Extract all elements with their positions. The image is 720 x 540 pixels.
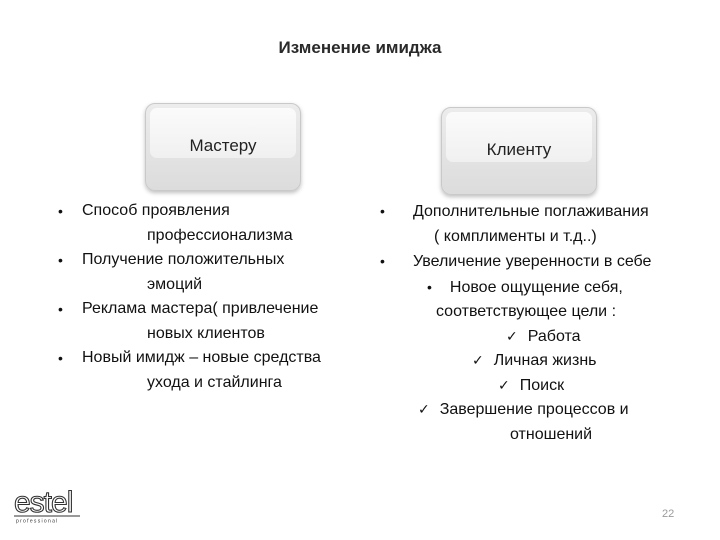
list-item <box>52 297 382 346</box>
client-benefits-list <box>380 199 715 447</box>
check-item <box>380 398 715 423</box>
list-item-text: Реклама мастера( привлечение <box>82 300 319 317</box>
bullet-icon: • <box>58 350 63 366</box>
checkmark-icon: ✓ <box>472 353 484 369</box>
check-item <box>380 325 715 350</box>
client-box-label: Клиенту <box>486 140 552 159</box>
check-item <box>380 349 715 374</box>
bullet-icon: • <box>58 203 63 219</box>
list-item <box>52 346 382 395</box>
page-number: 22 <box>662 508 675 520</box>
list-item <box>380 199 715 225</box>
list-item-text: новых клиентов <box>147 324 265 342</box>
list-item-text: Получение положительных <box>82 251 285 268</box>
check-item-text: Поиск <box>519 376 565 394</box>
checkmark-icon: ✓ <box>498 377 510 394</box>
logo-tagline: professional <box>16 518 59 524</box>
list-item-text: эмоций <box>147 275 203 293</box>
check-item-text: Завершение процессов и <box>439 401 629 418</box>
master-benefits-list <box>52 199 382 395</box>
bullet-icon: • <box>380 203 385 219</box>
bullet-icon: • <box>58 301 63 317</box>
list-item-text: соответствующее цели : <box>436 303 617 320</box>
list-item-text: ухода и стайлинга <box>147 373 282 391</box>
master-box-label: Мастеру <box>189 136 257 155</box>
slide-title: Изменение имиджа <box>278 38 442 57</box>
list-item-text: отношений <box>510 425 593 443</box>
checkmark-icon: ✓ <box>418 402 430 418</box>
list-item-text: Дополнительные поглаживания <box>413 203 649 220</box>
check-item-text: Личная жизнь <box>493 352 597 369</box>
list-item <box>52 199 382 248</box>
bullet-icon: • <box>427 278 432 295</box>
list-item-text: Увеличение уверенности в себе <box>413 253 652 270</box>
list-item-text: Способ проявления <box>82 202 230 219</box>
check-item-text: Работа <box>527 327 581 345</box>
logo-wordmark: estel <box>14 486 73 519</box>
client-box <box>441 107 597 195</box>
list-item-text: Новое ощущение себя, <box>449 278 623 296</box>
list-item <box>380 275 715 301</box>
check-item <box>380 374 715 399</box>
bullet-icon: • <box>380 253 385 269</box>
bullet-icon: • <box>58 252 63 268</box>
list-item <box>380 249 715 275</box>
list-item-text: ( комплименты и т.д..) <box>434 227 597 245</box>
master-box <box>145 103 301 191</box>
list-item-text: Новый имидж – новые средства <box>82 349 321 366</box>
estel-logo <box>14 484 82 524</box>
checkmark-icon: ✓ <box>506 328 518 345</box>
list-item <box>52 248 382 297</box>
list-item-text: профессионализма <box>147 226 293 244</box>
